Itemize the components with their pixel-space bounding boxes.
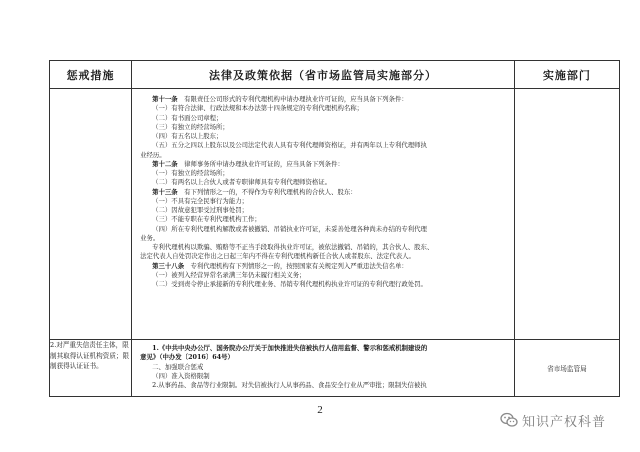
legal-text-line xyxy=(140,188,508,197)
line-text: （三）有独立的经营场所； xyxy=(152,122,229,131)
line-text: （四）所在专利代理机构解散或者被撤销、吊销执业许可证，未妥善处理各种尚未办结的专利代理 xyxy=(152,224,427,233)
line-text: （一）不具有完全民事行为能力； xyxy=(152,196,248,205)
table-row xyxy=(50,340,620,397)
line-text: （一）有符合法律、行政法规和本办法第十四条规定的专利代理机构名称； xyxy=(152,104,364,113)
legal-text-line xyxy=(140,169,508,178)
page-number: 2 xyxy=(317,404,323,416)
watermark-text: 知识产权科普 xyxy=(522,414,607,430)
legal-text-line xyxy=(140,243,508,252)
measure-cell-empty xyxy=(50,89,132,340)
article-number: 第十二条 xyxy=(152,159,178,168)
legal-text-line xyxy=(140,104,508,113)
legal-text-line xyxy=(140,178,508,187)
legal-text-line xyxy=(140,151,508,160)
legal-text-line xyxy=(140,234,508,243)
line-text: 有下列情形之一的，不得作为专利代理机构的合伙人、股东： xyxy=(177,187,357,196)
legal-text-block xyxy=(132,340,514,390)
department-cell: 省市场监管局 xyxy=(514,340,619,397)
line-text: 专利代理机构以欺骗、贿赂等不正当手段取得执业许可证，被依法撤销、吊销的，其合伙人、股东、 xyxy=(152,243,434,251)
wechat-icon xyxy=(500,412,518,428)
line-text: 法定代表人自处罚决定作出之日起三年内不得在专利代理机构新任合伙人或者股东、法定代表人。 xyxy=(140,252,415,261)
line-text: 2.从事药品、食品等行业限制。对失信被执行人从事药品、食品安全行业从严审批；限制失信被执 xyxy=(152,381,427,390)
legal-text-line xyxy=(140,344,508,353)
line-text: （五）五分之四以上股东以及公司法定代表人具有专利代理师资格证，并有两年以上专利代理师执 xyxy=(152,141,427,150)
line-text: （二）因故意犯罪受过刑事处罚； xyxy=(152,206,248,214)
line-text: （一）有独立的经营场所； xyxy=(152,169,229,177)
line-text: （二）受到责令停止承接新的专利代理业务、吊销专利代理机构执业许可证的专利代理行政处罚。 xyxy=(152,280,427,288)
line-text: （二）有书面公司章程； xyxy=(152,113,223,122)
line-text: 律师事务所申请办理执业许可证的，应当具备下列条件： xyxy=(177,159,344,168)
measure-cell: 2.对严重失信责任主体，限制其取得认证机构资质；限制获得认证证书。 xyxy=(50,340,132,397)
header-measures: 惩戒措施 xyxy=(50,61,132,89)
line-text: （一）被列入经营异常名录满三年仍未履行相关义务； xyxy=(152,270,306,279)
legal-text-block xyxy=(132,89,514,289)
header-department: 实施部门 xyxy=(514,61,619,89)
legal-basis-cell xyxy=(132,89,515,340)
watermark xyxy=(500,411,606,429)
legal-text-line xyxy=(140,197,508,206)
regulation-table xyxy=(49,60,620,397)
legal-text-line xyxy=(140,363,508,372)
line-text: （四）有五名以上股东； xyxy=(152,132,223,140)
department-cell-empty xyxy=(514,89,619,340)
legal-text-line xyxy=(140,114,508,123)
legal-text-line xyxy=(140,160,508,169)
article-number: 第十一条 xyxy=(152,95,178,103)
line-text: 1.《中共中央办公厅、国务院办公厅关于加快推进失信被执行人信用监督、警示和惩戒机制建设的 xyxy=(152,344,428,352)
line-text: 二、加强联合惩戒 xyxy=(152,362,204,371)
legal-text-line xyxy=(140,252,508,261)
line-text: 业务。 xyxy=(140,233,160,242)
line-text: 意见》（中办发〔2016〕64号） xyxy=(140,353,234,362)
legal-basis-cell xyxy=(132,340,515,397)
legal-text-line xyxy=(140,95,508,104)
legal-text-line xyxy=(140,271,508,280)
legal-text-line xyxy=(140,372,508,381)
line-text: （二）有两名以上合伙人或者专职律师具有专利代理师资格证。 xyxy=(152,178,332,187)
legal-text-line xyxy=(140,141,508,150)
legal-text-line xyxy=(140,280,508,289)
legal-text-line xyxy=(140,381,508,390)
line-text: 专利代理机构有下列情形之一的，按照国家有关规定列入严重违法失信名单： xyxy=(184,261,408,270)
table-header-row xyxy=(50,61,620,89)
line-text: （三）不能专职在专利代理机构工作； xyxy=(152,215,261,224)
legal-text-line xyxy=(140,215,508,224)
line-text: 业经历。 xyxy=(140,150,166,159)
line-text: 有限责任公司形式的专利代理机构申请办理执业许可证的，应当具备下列条件： xyxy=(177,95,408,103)
article-number: 第三十八条 xyxy=(152,261,185,270)
legal-text-line xyxy=(140,123,508,132)
legal-text-line xyxy=(140,225,508,234)
line-text: （四）准入资格限制 xyxy=(152,371,210,380)
legal-text-line xyxy=(140,262,508,271)
table-row xyxy=(50,89,620,340)
legal-text-line xyxy=(140,132,508,141)
article-number: 第十三条 xyxy=(152,187,178,196)
legal-text-line xyxy=(140,353,508,362)
legal-text-line xyxy=(140,206,508,215)
header-legal-basis: 法律及政策依据（省市场监管局实施部分） xyxy=(132,61,515,89)
